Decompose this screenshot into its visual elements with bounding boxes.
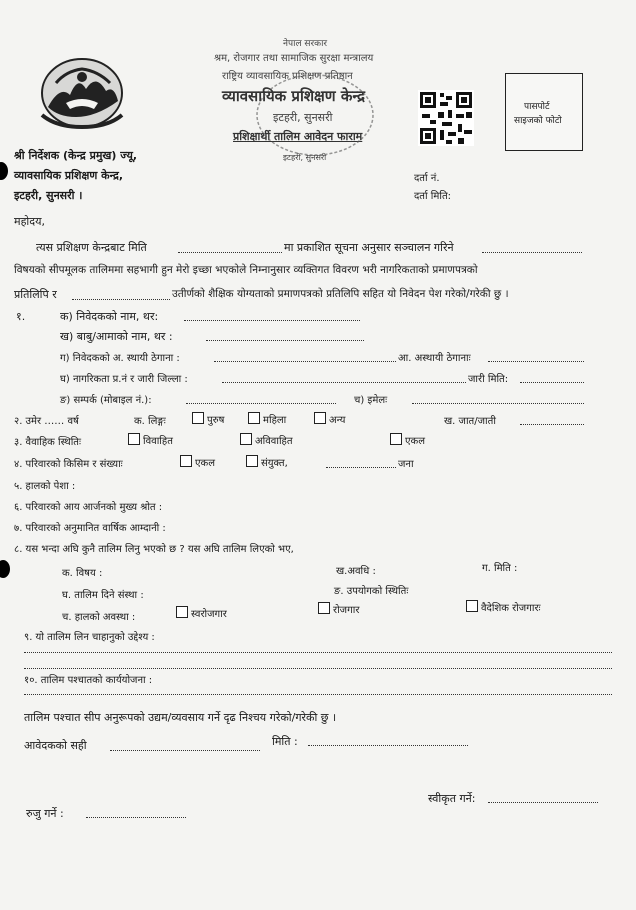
purpose-line-1[interactable] — [24, 652, 612, 653]
male-label: पुरुष — [207, 415, 225, 426]
self-employed-option[interactable] — [176, 606, 227, 620]
married-label: विवाहित — [143, 436, 173, 447]
gender-male-option[interactable] — [192, 412, 224, 426]
age-label: २. उमेर …… वर्ष — [14, 416, 79, 427]
action-plan-label: १०. तालिम पश्चातको कार्ययोजना : — [24, 675, 153, 686]
training-purpose-label: ९. यो तालिम लिन चाहानुको उद्देश्य : — [24, 632, 155, 643]
employed-option[interactable] — [318, 602, 359, 616]
contact-label: ङ) सम्पर्क (मोबाइल नं.): — [60, 395, 152, 406]
ministry-label: श्रम, रोजगार तथा सामाजिक सुरक्षा मन्त्रालय — [214, 53, 374, 64]
verified-by-label: रुजु गर्ने : — [26, 807, 64, 820]
punch-hole-bottom — [0, 560, 10, 578]
previous-training-label: ८. यस भन्दा अघि कुनै तालिम लिनु भएको छ ? यस अघि तालिम लिएको भए, — [14, 544, 294, 555]
training-date-label: ग. मिति : — [482, 563, 518, 574]
government-label: नेपाल सरकार — [283, 39, 328, 49]
family-type-label: ४. परिवारको किसिम र संख्याः — [14, 459, 123, 470]
email-label: च) इमेलः — [354, 395, 388, 406]
unmarried-label: अविवाहित — [255, 436, 293, 447]
photo-label-1: पासपोर्ट — [524, 102, 550, 112]
unmarried-option[interactable] — [240, 433, 293, 447]
single-label: एकल — [405, 436, 425, 447]
temporary-address-label: आ. अस्थायी ठेगानाः — [398, 353, 471, 364]
signature-date-field[interactable] — [308, 745, 468, 746]
approved-by-label: स्वीकृत गर्ने: — [428, 792, 476, 805]
registration-number-label: दर्ता नं. — [414, 173, 440, 184]
issue-date-label: जारी मिति: — [468, 374, 509, 385]
permanent-address-label: ग) निवेदकको अ. स्थायी ठेगाना : — [60, 353, 180, 364]
caste-field[interactable] — [520, 424, 584, 425]
female-checkbox[interactable] — [248, 412, 260, 424]
annual-income-label: ७. परिवारको अनुमानित वार्षिक आम्दानी : — [14, 523, 166, 534]
single-checkbox[interactable] — [390, 433, 402, 445]
training-subject-label: क. विषय : — [62, 568, 103, 579]
addressee-line-1: श्री निर्देशक (केन्द्र प्रमुख) ज्यू, — [14, 149, 138, 162]
male-checkbox[interactable] — [192, 412, 204, 424]
nuclear-checkbox[interactable] — [180, 455, 192, 467]
applicant-signature-field[interactable] — [110, 750, 260, 751]
approved-by-field[interactable] — [488, 802, 598, 803]
salutation: महोदय, — [14, 215, 45, 228]
permanent-address-field[interactable] — [214, 361, 396, 362]
mobile-field[interactable] — [186, 403, 336, 404]
other-checkbox[interactable] — [314, 412, 326, 424]
unmarried-checkbox[interactable] — [240, 433, 252, 445]
education-level-field[interactable] — [72, 299, 170, 300]
caste-label: ख. जात/जाती — [444, 416, 496, 427]
verified-by-field[interactable] — [86, 817, 186, 818]
action-plan-line-1[interactable] — [24, 694, 612, 695]
single-option[interactable] — [390, 433, 425, 447]
nuclear-family-option[interactable] — [180, 455, 215, 469]
addressee-line-3: इटहरी, सुनसरी । — [14, 189, 83, 202]
center-title: व्यावसायिक प्रशिक्षण केन्द्र — [222, 87, 365, 105]
married-option[interactable] — [128, 433, 173, 447]
occupation-label: ५. हालको पेशा : — [14, 481, 76, 492]
married-checkbox[interactable] — [128, 433, 140, 445]
joint-checkbox[interactable] — [246, 455, 258, 467]
foreign-checkbox[interactable] — [466, 600, 478, 612]
citizenship-field[interactable] — [222, 382, 466, 383]
marital-status-label: ३. वैवाहिक स्थितिः — [14, 437, 82, 448]
parent-name-label: ख) बाबु/आमाको नाम, थर : — [60, 330, 173, 343]
issue-date-field[interactable] — [520, 382, 584, 383]
photo-label-2: साइजको फोटो — [514, 116, 562, 126]
self-employed-label: स्वरोजगार — [191, 609, 227, 620]
nuclear-label: एकल — [195, 458, 215, 469]
female-label: महिला — [263, 415, 287, 426]
training-usage-label: ङ. उपयोगको स्थितिः — [334, 586, 409, 597]
income-source-label: ६. परिवारको आय आर्जनको मुख्य श्रोत : — [14, 502, 163, 513]
office-stamp-icon — [250, 70, 380, 160]
joint-family-option[interactable] — [246, 455, 288, 469]
declaration-text: तालिम पश्चात सीप अनुरूपको उद्यम/व्यवसाय गर्ने दृढ निश्चय गरेको/गरेकी छु । — [24, 711, 337, 724]
employed-label: रोजगार — [333, 605, 360, 616]
form-title: प्रशिक्षार्थी तालिम आवेदन फाराम — [233, 130, 363, 143]
passport-photo-box — [505, 73, 583, 151]
stamp-text: इटहरी, सुनसरी — [283, 153, 327, 162]
council-label: राष्ट्रिय व्यावसायिक प्रशिक्षण प्रतिष्ठान — [222, 71, 353, 82]
joint-label: संयुक्त, — [261, 458, 288, 469]
applicant-signature-label: आवेदकको सही — [24, 739, 87, 752]
gender-other-option[interactable] — [314, 412, 345, 426]
intro-line-3b: उतीर्णको शैक्षिक योग्यताको प्रमाणपत्रको प्रतिलिपि सहित यो निवेदन पेश गरेको/गरेकी छु । — [172, 288, 509, 300]
intro-line-3a: प्रतिलिपि र — [14, 288, 57, 301]
gender-label: क. लिङ्गः — [134, 416, 166, 427]
qr-code-icon — [418, 90, 474, 146]
intro-line-2: विषयको सीपमूलक तालिममा सहभागी हुन मेरो इच्छा भएकोले निम्नानुसार व्यक्तिगत विवरण भरी नागरिकताको प्रमाणपत्रको — [14, 264, 478, 276]
training-institution-label: घ. तालिम दिने संस्था : — [62, 590, 144, 601]
foreign-employment-option[interactable] — [466, 600, 541, 614]
people-label: जना — [398, 459, 414, 470]
punch-hole-top — [0, 162, 8, 180]
family-count-field[interactable] — [326, 467, 396, 468]
current-status-label: च. हालको अवस्था : — [62, 612, 136, 623]
foreign-label: वैदेशिक रोजगारः — [481, 603, 541, 614]
section-1-number: १. — [16, 310, 26, 323]
training-date-field[interactable] — [178, 252, 282, 253]
other-label: अन्य — [329, 415, 346, 426]
citizenship-label: घ) नागरिकता प्र.नं र जारी जिल्ला : — [60, 374, 188, 385]
signature-date-label: मिति : — [272, 735, 298, 748]
nepal-emblem-icon — [36, 55, 128, 131]
employed-checkbox[interactable] — [318, 602, 330, 614]
addressee-line-2: व्यावसायिक प्रशिक्षण केन्द्र, — [14, 169, 124, 182]
applicant-name-label: क) निवेदकको नाम, थर: — [60, 310, 159, 323]
applicant-name-field[interactable] — [184, 320, 360, 321]
center-location: इटहरी, सुनसरी — [273, 111, 333, 124]
self-employed-checkbox[interactable] — [176, 606, 188, 618]
gender-female-option[interactable] — [248, 412, 286, 426]
parent-name-field[interactable] — [206, 340, 364, 341]
training-subject-field[interactable] — [482, 252, 582, 253]
temporary-address-field[interactable] — [488, 361, 584, 362]
email-field[interactable] — [412, 403, 584, 404]
intro-line-1a: त्यस प्रशिक्षण केन्द्रबाट मिति — [36, 241, 147, 254]
training-duration-label: ख.अवधि : — [336, 566, 376, 577]
purpose-line-2[interactable] — [24, 668, 612, 669]
intro-line-1b: मा प्रकाशित सूचना अनुसार सञ्चालन गरिने — [284, 241, 454, 254]
registration-date-label: दर्ता मिति: — [414, 191, 452, 202]
